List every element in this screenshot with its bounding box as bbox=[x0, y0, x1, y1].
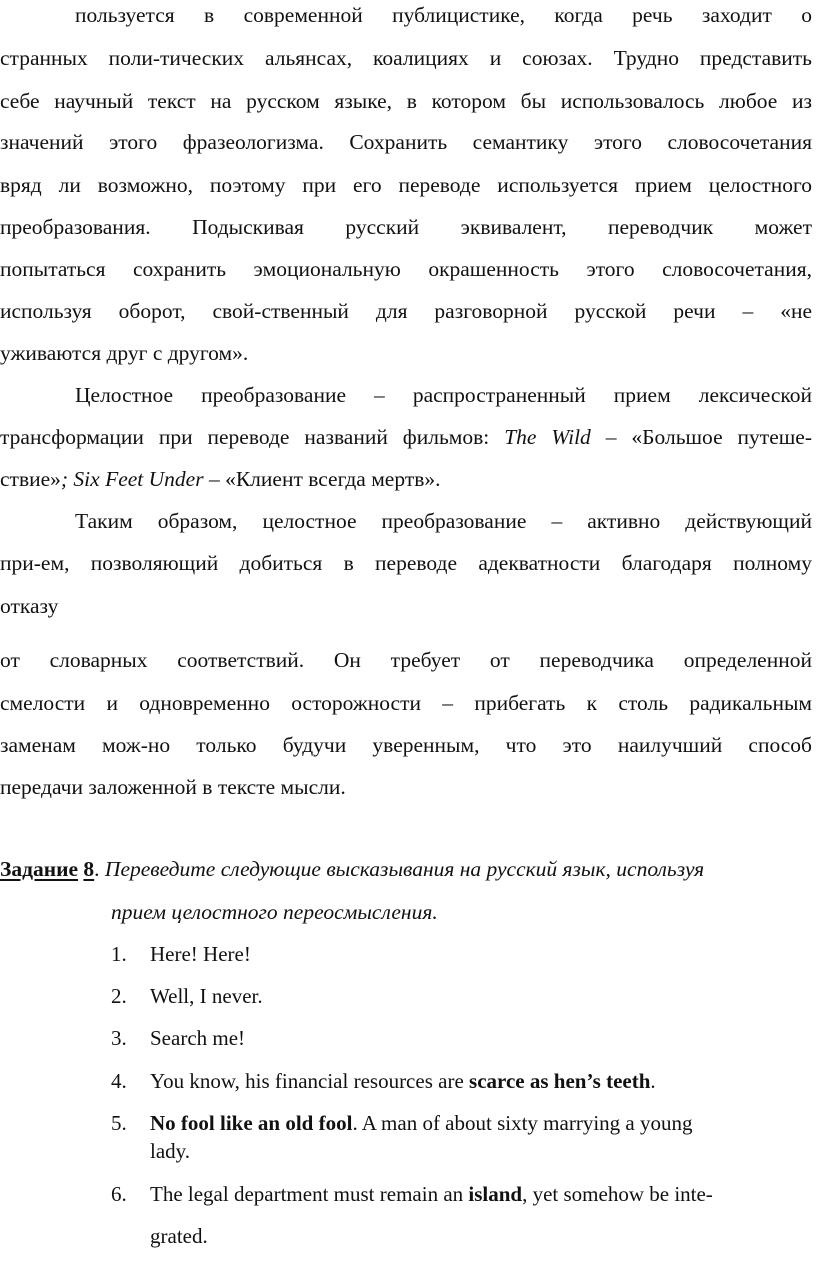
list-text bbox=[150, 1180, 713, 1208]
text-line: значений этого фразеологизма. Сохранить семантику этого словосочетания bbox=[0, 130, 812, 154]
film-title: The Wild bbox=[504, 425, 591, 449]
list-text: Well, I never. bbox=[150, 984, 263, 1008]
idiom: scarce as hen’s teeth bbox=[469, 1069, 651, 1093]
task-label: Задание bbox=[0, 857, 79, 881]
text-line: при-ем, позволяющий добиться в переводе адекватности благодаря полному bbox=[0, 551, 812, 575]
film-title: ; Six Feet Under bbox=[60, 467, 204, 491]
text: трансформации при переводе названий фильмов: bbox=[0, 425, 505, 449]
text: . A man of about sixty marrying a young bbox=[352, 1111, 693, 1135]
text: , yet somehow be inte- bbox=[522, 1182, 713, 1206]
text-line: используя оборот, свой-ственный для разговорной русской речи – «не bbox=[0, 299, 812, 323]
list-text: Search me! bbox=[150, 1026, 246, 1050]
text-line-with-title bbox=[0, 465, 812, 493]
text-line: преобразования. Подыскивая русский эквивалент, переводчик может bbox=[0, 215, 812, 239]
task-heading bbox=[0, 855, 812, 883]
text-line: Таким образом, целостное преобразование – активно действующий bbox=[75, 509, 812, 533]
list-text bbox=[150, 1067, 656, 1095]
task-dot: . bbox=[94, 857, 100, 881]
text-line: отказу bbox=[0, 594, 59, 618]
text-line: передачи заложенной в тексте мысли. bbox=[0, 775, 346, 799]
text-line-with-title bbox=[0, 423, 812, 451]
text-line: смелости и одновременно осторожности – прибегать к столь радикальным bbox=[0, 691, 812, 715]
text: – «Клиент всегда мертв». bbox=[203, 467, 441, 491]
text: . bbox=[650, 1069, 656, 1093]
text-line: себе научный текст на русском языке, в котором бы использовалось любое из bbox=[0, 89, 812, 113]
text-line: уживаются друг с другом». bbox=[0, 341, 249, 365]
list-text bbox=[150, 1109, 692, 1137]
task-instruction-continued bbox=[111, 898, 811, 926]
text-line: заменам мож-но только будучи уверенным, что это наилучший способ bbox=[0, 733, 812, 757]
task-instruction: прием целостного переосмысления. bbox=[111, 900, 438, 924]
text-line: от словарных соответствий. Он требует от переводчика определенной bbox=[0, 648, 812, 672]
text-line: попытаться сохранить эмоциональную окрашенность этого словосочетания, bbox=[0, 257, 812, 281]
list-number: 3. bbox=[111, 1026, 127, 1050]
list-number: 6. bbox=[111, 1182, 127, 1206]
text-line: пользуется в современной публицистике, когда речь заходит о bbox=[75, 3, 812, 27]
text: You know, his financial resources are bbox=[150, 1069, 470, 1093]
task-number: 8 bbox=[83, 857, 95, 881]
list-text: Here! Here! bbox=[150, 942, 251, 966]
text-line: вряд ли возможно, поэтому при его переводе используется прием целостного bbox=[0, 173, 812, 197]
text: – «Большое путеше- bbox=[590, 425, 812, 449]
task-instruction: Переведите следующие высказывания на русский язык, используя bbox=[99, 857, 705, 881]
list-number: 1. bbox=[111, 942, 127, 966]
text: ствие» bbox=[0, 467, 61, 491]
idiom: No fool like an old fool bbox=[150, 1111, 353, 1135]
list-number: 4. bbox=[111, 1069, 127, 1093]
list-text-continued: lady. bbox=[150, 1139, 191, 1163]
text-line: Целостное преобразование – распространенный прием лексической bbox=[75, 383, 812, 407]
text: The legal department must remain an bbox=[150, 1182, 469, 1206]
list-number: 5. bbox=[111, 1111, 127, 1135]
text-line: странных поли-тических альянсах, коалициях и союзах. Трудно представить bbox=[0, 46, 812, 70]
idiom: island bbox=[468, 1182, 523, 1206]
list-number: 2. bbox=[111, 984, 127, 1008]
list-text-continued: grated. bbox=[150, 1224, 208, 1248]
